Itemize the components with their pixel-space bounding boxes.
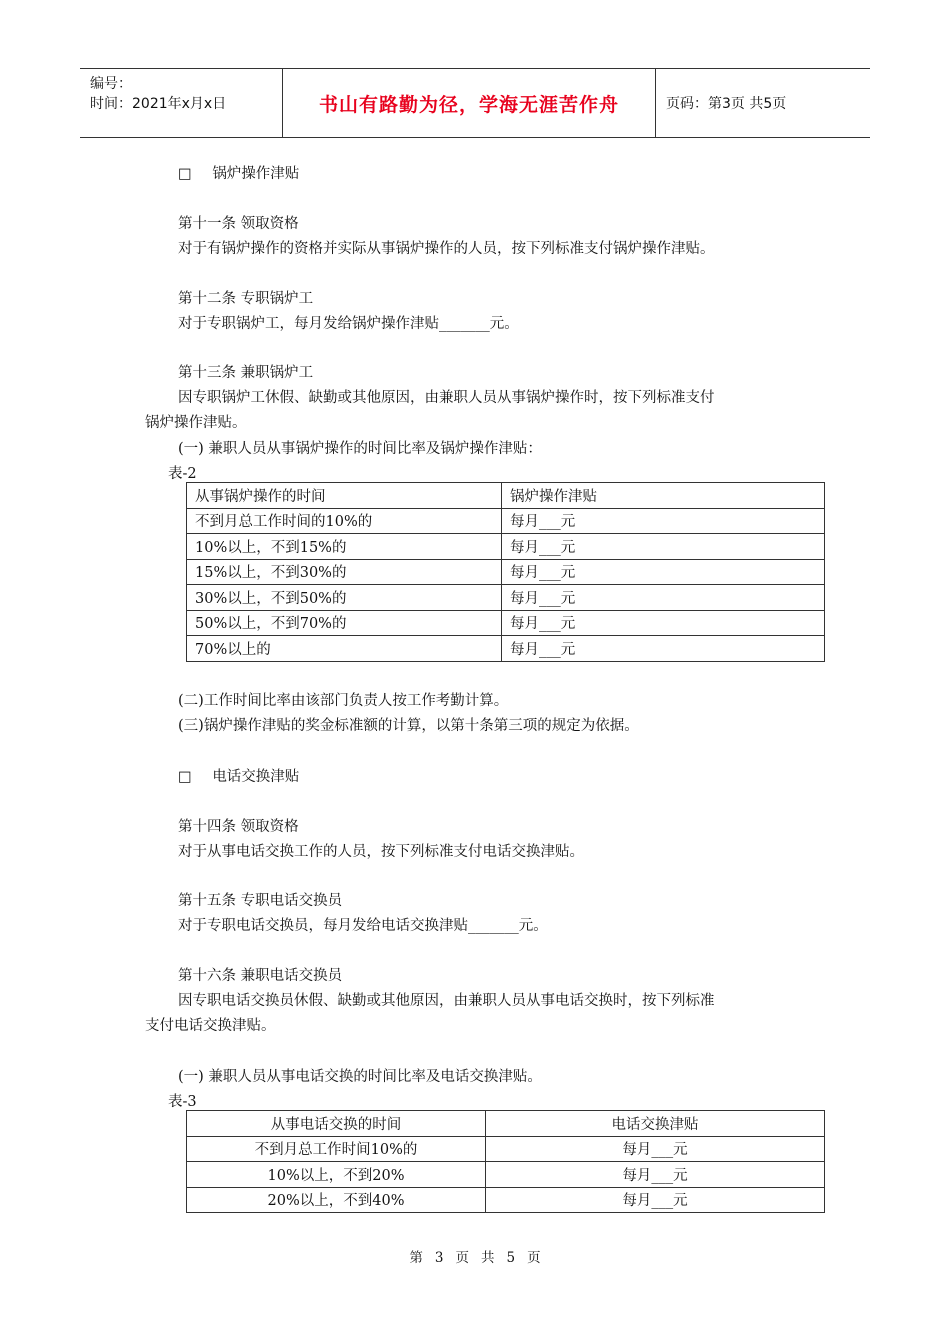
table-header-cell: 从事锅炉操作的时间 [187,483,502,509]
table-row [187,1136,825,1162]
table-header-cell: 电话交换津贴 [486,1111,825,1137]
article-14-body: 对于从事电话交换工作的人员，按下列标准支付电话交换津贴。 [178,844,584,860]
table-cell: 每月___元 [502,636,825,662]
table-cell: 15%以上，不到30%的 [187,559,502,585]
table-header-cell: 锅炉操作津贴 [502,483,825,509]
table-cell: 不到月总工作时间的10%的 [187,508,502,534]
article-16-body-line1: 因专职电话交换员休假、缺勤或其他原因，由兼职人员从事电话交换时，按下列标准 [178,993,715,1009]
table-row [187,508,825,534]
footer-text: 页 [455,1250,469,1266]
footer-text: 页 [527,1250,541,1266]
table-cell: 50%以上，不到70%的 [187,610,502,636]
article-13-item-2: (二)工作时间比率由该部门负责人按工作考勤计算。 [178,693,509,709]
table-row [187,559,825,585]
article-13-item-3: (三)锅炉操作津贴的奖金标准额的计算，以第十条第三项的规定为依据。 [178,718,639,734]
article-11-title: 第十一条 领取资格 [178,216,299,232]
section-heading-boiler [178,162,299,183]
article-11-body: 对于有锅炉操作的资格并实际从事锅炉操作的人员，按下列标准支付锅炉操作津贴。 [178,241,715,257]
table-cell: 每月___元 [502,508,825,534]
motto: 书山有路勤为径，学海无涯苦作舟 [318,93,619,116]
article-16-body-line2: 支付电话交换津贴。 [145,1018,276,1034]
table-row [187,534,825,560]
checkbox-icon: □ [178,166,192,182]
header-meta [80,69,282,137]
section-heading-telephone [178,765,299,786]
table-cell: 每月___元 [486,1162,825,1188]
footer-page-number: 3 [434,1250,444,1266]
article-12-title: 第十二条 专职锅炉工 [178,291,314,307]
table-2-label: 表-2 [168,466,197,482]
table-cell: 每月___元 [502,585,825,611]
table-cell: 每月___元 [502,559,825,585]
page-header [80,68,870,138]
article-14-title: 第十四条 领取资格 [178,819,299,835]
table-header-cell: 从事电话交换的时间 [187,1111,486,1137]
table-header-row [187,1111,825,1137]
table-cell: 70%以上的 [187,636,502,662]
table-3-label: 表-3 [168,1094,197,1110]
article-15-title: 第十五条 专职电话交换员 [178,893,343,909]
table-cell: 每月___元 [502,534,825,560]
article-12-body: 对于专职锅炉工，每月发给锅炉操作津贴_______元。 [178,316,519,332]
number-label: 编号： [90,76,132,92]
table-cell: 10%以上，不到20% [187,1162,486,1188]
table-cell: 每月___元 [502,610,825,636]
article-16-item-1: (一) 兼职人员从事电话交换的时间比率及电话交换津贴。 [178,1069,542,1085]
section-title: 锅炉操作津贴 [212,166,300,182]
table-2 [186,482,825,662]
article-13-item-1: (一) 兼职人员从事锅炉操作的时间比率及锅炉操作津贴： [178,441,542,457]
header-motto-cell [282,69,656,137]
table-row [187,636,825,662]
section-title: 电话交换津贴 [212,769,300,785]
table-cell: 30%以上，不到50%的 [187,585,502,611]
header-page-cell [656,69,870,137]
table-cell: 每月___元 [486,1187,825,1213]
table-row [187,1162,825,1188]
page-footer [0,1246,950,1266]
table-cell: 20%以上，不到40% [187,1187,486,1213]
article-13-body-line1: 因专职锅炉工休假、缺勤或其他原因，由兼职人员从事锅炉操作时，按下列标准支付 [178,390,715,406]
article-16-title: 第十六条 兼职电话交换员 [178,968,343,984]
page-info: 页码：第3页 共5页 [666,96,787,112]
article-15-body: 对于专职电话交换员，每月发给电话交换津贴_______元。 [178,918,548,934]
article-13-title: 第十三条 兼职锅炉工 [178,365,314,381]
table-cell: 不到月总工作时间10%的 [187,1136,486,1162]
table-header-row [187,483,825,509]
article-13-body-line2: 锅炉操作津贴。 [145,415,247,431]
checkbox-icon: □ [178,769,192,785]
table-cell: 10%以上，不到15%的 [187,534,502,560]
footer-total-pages: 5 [506,1250,516,1266]
table-row [187,585,825,611]
footer-text: 共 [481,1250,495,1266]
table-row [187,1187,825,1213]
table-row [187,610,825,636]
table-cell: 每月___元 [486,1136,825,1162]
time-label: 时间：2021年x月x日 [90,96,227,112]
table-3 [186,1110,825,1213]
footer-text: 第 [409,1250,423,1266]
